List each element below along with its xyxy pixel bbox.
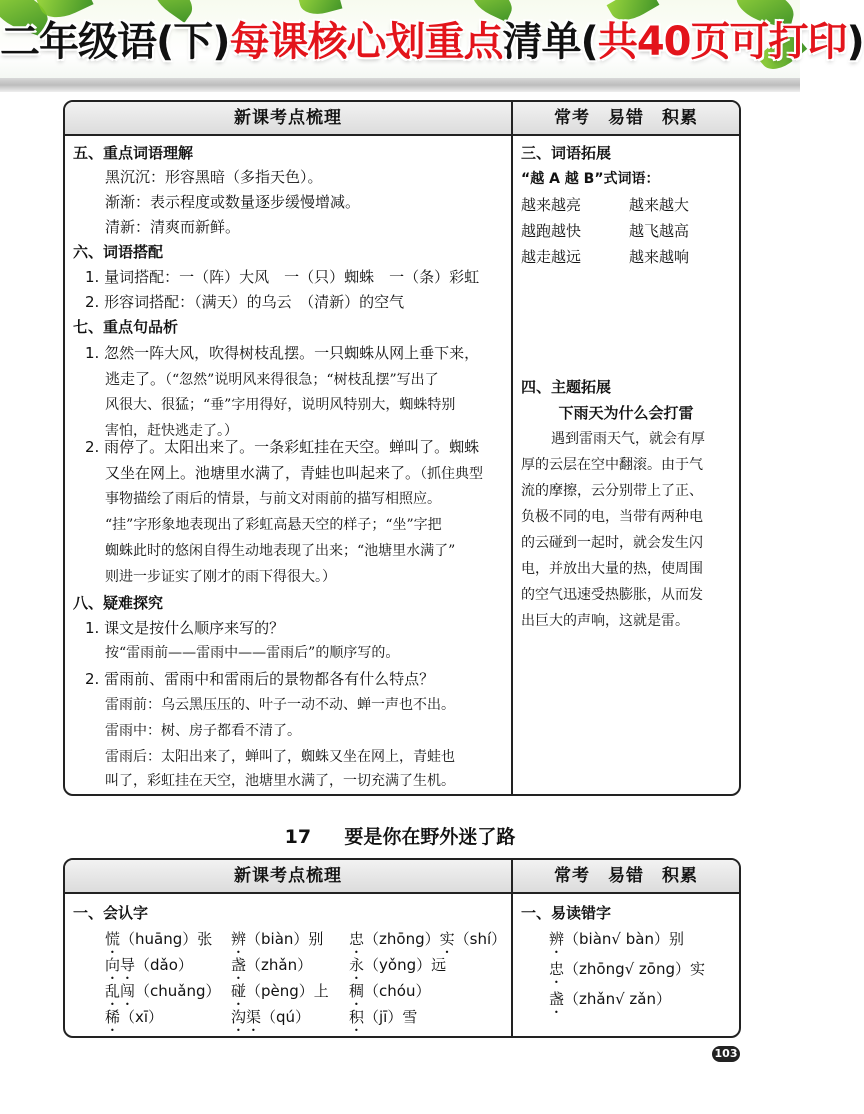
lesson16-box [63,100,741,796]
left-header-title: 新课考点梳理 [234,108,342,128]
char: 盏 [231,956,247,974]
pinyin: （biàn）别 [246,930,324,948]
article-line: 的空气迅速受热膨胀，从而发 [521,587,703,603]
char-entry [549,928,684,957]
char-entry [105,928,212,957]
char: 沟渠 [231,1008,262,1026]
page-number: 103 [712,1046,740,1062]
section-heading: 一、易读错字 [521,904,612,922]
pinyin: （yǒng）远 [364,956,447,974]
text-line: 1. 量词搭配：一（阵）大风 一（只）蜘蛛 一（条）彩虹 [85,268,480,286]
char: 稠 [349,982,365,1000]
article-line: 出巨大的声响，这就是雷。 [521,613,689,629]
text-fragment: 又坐在网上。池塘里水满了，青蛙也叫起来了。 [105,464,421,482]
banner-stripe [0,78,800,92]
section-heading: 七、重点句品析 [73,318,179,336]
analysis-text: （“忽然”说明风来得很急；“树枝乱摆”写出了 [165,372,439,388]
banner-title-part: ) [846,19,864,65]
article-line: 负极不同的电，当带有两种电 [521,509,703,525]
text-line: 1. 忽然一阵大风，吹得树枝乱摆。一只蜘蛛从网上垂下来， [85,344,480,362]
char: 盏 [549,990,565,1008]
analysis-text: 蜘蛛此时的悠闲自得生动地表现了出来；“池塘里水满了” [105,543,456,559]
right-header-title: 常考 易错 积累 [554,108,698,128]
pinyin: （dǎo） [135,956,193,974]
article-line: 遇到雷雨天气，就会有厚 [551,431,705,447]
analysis-text: “挂”字形象地表现出了彩虹高悬天空的样子；“坐”字把 [105,517,442,533]
answer: 雷雨后：太阳出来了，蝉叫了，蜘蛛又坐在网上，青蛙也 [105,749,455,765]
char-entry [349,928,506,957]
section-heading: 六、词语搭配 [73,243,164,261]
article-line: 的云碰到一起时，就会发生闪 [521,535,703,551]
char-entry [231,928,323,957]
answer: 雷雨中：树、房子都看不清了。 [105,723,301,739]
char: 积 [349,1008,365,1026]
pinyin: （zhǎn） [246,956,313,974]
analysis-text: 则进一步证实了刚才的雨下得很大。） [105,569,336,585]
answer: 按“雷雨前——雷雨中——雷雨后”的顺序写的。 [105,645,400,661]
char-entry [231,1006,310,1035]
char: 稀 [105,1008,121,1026]
pinyin: （chóu） [364,982,431,1000]
word: 越跑越快 [521,222,582,240]
text-line [105,368,439,391]
analysis-text: （抓住典型 [420,466,484,482]
question: 2. 雷雨前、雷雨中和雷雨后的景物都各有什么特点？ [85,670,435,688]
lesson-title [0,822,800,849]
banner-title-part: 每课核心划重点 [229,19,503,65]
char-entry [231,980,329,1009]
word: 越走越远 [521,248,582,266]
char: 乱闯 [105,982,136,1000]
pinyin: （biàn√ bàn）别 [564,930,684,948]
section-heading: 三、词语拓展 [521,144,612,162]
char: 碰 [231,982,247,1000]
lesson17-box [63,858,741,1038]
article-line: 厚的云层在空中翻滚。由于气 [521,457,703,473]
analysis-text: 害怕，赶快逃走了。） [105,423,238,439]
article-line: 电，并放出大量的热，使周围 [521,561,703,577]
word: 越来越亮 [521,196,582,214]
char: 忠 [549,960,565,978]
lesson-number: 17 [284,826,312,848]
pinyin: （qú） [261,1008,311,1026]
word: 越飞越高 [629,222,690,240]
char-entry [105,1006,163,1035]
pinyin: （huāng）张 [120,930,213,948]
char-entry [349,980,430,1009]
char: 实 [439,930,455,948]
section-heading: 一、会认字 [73,904,149,922]
lesson-name: 要是你在野外迷了路 [344,826,516,848]
pinyin: （jī）雪 [364,1008,418,1026]
pinyin: （pèng）上 [246,982,329,1000]
answer: 雷雨前：乌云黑压压的、叶子一动不动、蝉一声也不出。 [105,697,455,713]
word: 越来越响 [629,248,690,266]
subtitle: “越 A 越 B”式词语： [521,171,660,187]
char-entry [349,1006,417,1035]
char: 辨 [549,930,565,948]
left-header-title: 新课考点梳理 [234,866,342,886]
char-entry [349,954,446,983]
right-header-title: 常考 易错 积累 [554,866,698,886]
pinyin: （chuǎng） [135,982,221,1000]
banner-title-part: 二年级语(下) [0,19,230,65]
char: 辨 [231,930,247,948]
char: 忠 [349,930,365,948]
section-heading: 八、疑难探究 [73,594,164,612]
text-line [105,462,483,485]
answer: 叫了，彩虹挂在天空，池塘里水满了，一切充满了生机。 [105,773,455,789]
analysis-text: 风很大、很猛；“垂”字用得好，说明风特别大，蜘蛛特别 [105,397,456,413]
section-heading: 五、重点词语理解 [73,144,194,162]
text-line: 黑沉沉：形容黑暗（多指天色）。 [105,168,323,186]
char: 永 [349,956,365,974]
char-entry [549,988,671,1017]
char-entry [105,954,193,983]
text-line: 清新：清爽而新鲜。 [105,218,241,236]
question: 1. 课文是按什么顺序来写的？ [85,619,285,637]
word: 越来越大 [629,196,690,214]
pinyin: （xī） [120,1008,164,1026]
column-divider [511,102,513,794]
article-line: 流的摩擦，云分别带上了正、 [521,483,703,499]
pinyin: （zhōng） [364,930,440,948]
pinyin: （zhōng√ zōng）实 [564,960,706,978]
section-heading: 四、主题拓展 [521,378,612,396]
banner-title-part: 共40页可打印 [597,19,847,65]
article-title: 下雨天为什么会打雷 [558,404,694,422]
analysis-text: 事物描绘了雨后的情景，与前文对雨前的描写相照应。 [105,491,441,507]
pinyin: （zhǎn√ zǎn） [564,990,671,1008]
char-entry [549,958,705,987]
text-fragment: 逃走了。 [105,370,166,388]
pinyin: （shí） [454,930,507,948]
char-entry [105,980,221,1009]
char-entry [231,954,312,983]
text-line: 渐渐：表示程度或数量逐步缓慢增减。 [105,193,361,211]
banner-title-part: 清单( [502,19,598,65]
text-line: 2. 雨停了。太阳出来了。一条彩虹挂在天空。蝉叫了。蜘蛛 [85,438,480,456]
banner-title [0,10,864,67]
text-line: 2. 形容词搭配：（满天）的乌云 （清新）的空气 [85,293,405,311]
char: 慌 [105,930,121,948]
char: 向导 [105,956,136,974]
